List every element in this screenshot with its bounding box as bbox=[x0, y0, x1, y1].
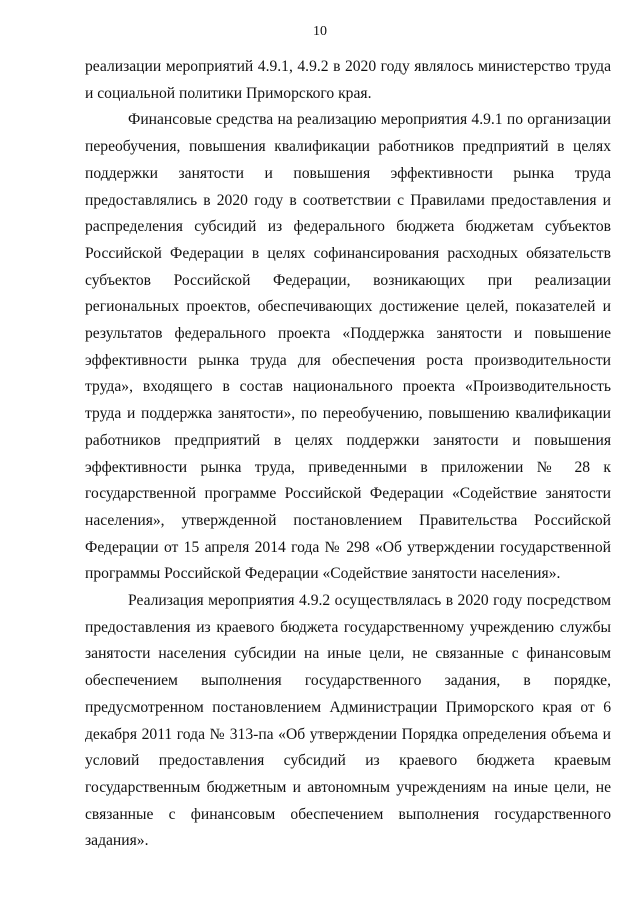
paragraph-measure-4-9-2: Реализация мероприятия 4.9.2 осуществлялась в 2020 году посредством предоставления из краевого бюджета государственному учреждению службы занятости населения субсидии на иные цели, не связанные с финансовым обеспечением выполнения государственного задания, в порядке, предусмотренном постановлением Администрации Приморского края от 6 декабря 2011 года № 313-па «Об утверждении Порядка определения объема и условий предоставления субсидий из краевого бюджета краевым государственным бюджетным и автономным учреждениям на иные цели, не связанные с финансовым обеспечением выполнения государственного задания». bbox=[85, 592, 611, 850]
page-number: 10 bbox=[313, 24, 327, 39]
paragraph-continuation: реализации мероприятий 4.9.1, 4.9.2 в 2020 году являлось министерство труда и социальной политики Приморского края. bbox=[85, 58, 611, 102]
document-body bbox=[85, 54, 611, 855]
paragraph-measure-4-9-1: Финансовые средства на реализацию мероприятия 4.9.1 по организации переобучения, повышения квалификации работников предприятий в целях поддержки занятости и повышения эффективности рынка труда предоставлялись в 2020 году в соответствии с Правилами предоставления и распределения субсидий из федерального бюджета бюджетам субъектов Российской Федерации в целях софинансирования расходных обязательств субъектов Российской Федерации, возникающих при реализации региональных проектов, обеспечивающих достижение целей, показателей и результатов федерального проекта «Поддержка занятости и повышение эффективности рынка труда для обеспечения роста производительности труда», входящего в состав национального проекта «Производительность труда и поддержка занятости», по переобучению, повышению квалификации работников предприятий в целях поддержки занятости и повышения эффективности рынка труда, приведенными в приложении № 28 к государственной программе Российской Федерации «Содействие занятости населения», утвержденной постановлением Правительства Российской Федерации от 15 апреля 2014 года № 298 «Об утверждении государственной программы Российской Федерации «Содействие занятости населения». bbox=[85, 111, 611, 583]
